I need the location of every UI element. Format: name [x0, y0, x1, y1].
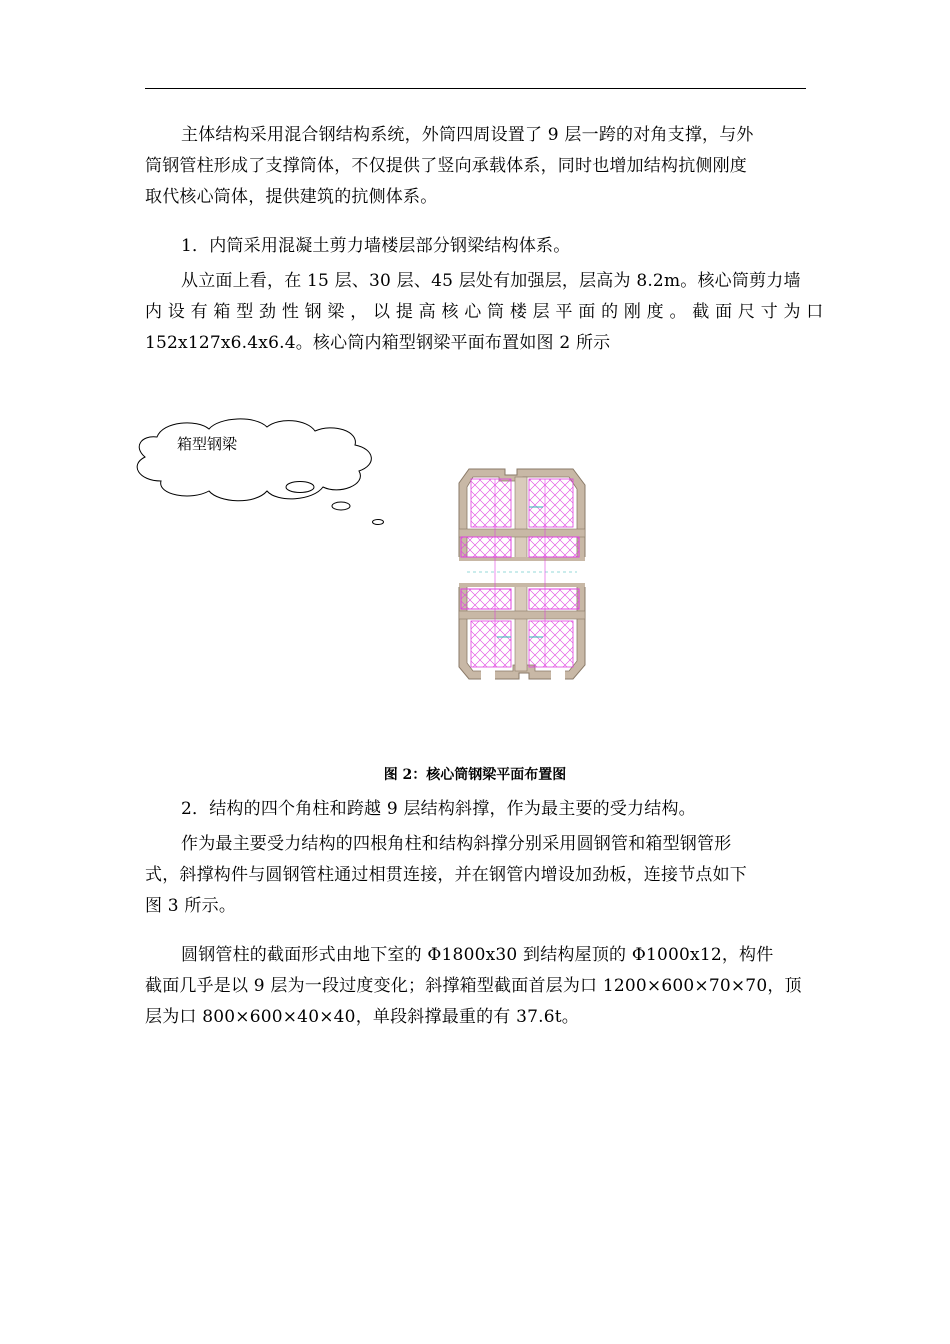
callout-label: 箱型钢梁 [177, 435, 238, 453]
paragraph-3-line-3: 152x127x6.4x6.4。核心筒内箱型钢梁平面布置如图 2 所示 [145, 333, 611, 353]
paragraph-1 [145, 120, 806, 213]
steel-beam-zone-top-left [471, 479, 511, 527]
paragraph-6-line-3: 层为口 800×600×40×40，单段斜撑最重的有 37.6t。 [145, 1007, 579, 1027]
opening-right [575, 557, 590, 587]
paragraph-6-line-1: 圆钢管柱的截面形式由地下室的 Φ1800x30 到结构屋顶的 Φ1000x12，构件 [181, 945, 774, 965]
paragraph-5 [145, 829, 806, 922]
door-gap-bottom-left [481, 667, 495, 681]
steel-beam-zone-top-right [529, 479, 573, 527]
box-steel-beam-upper-right [529, 537, 579, 557]
callout-cloud [127, 415, 397, 535]
paragraph-2 [145, 231, 806, 262]
core-wall-band-upper [459, 529, 585, 537]
cloud-shape [127, 415, 397, 535]
paragraph-1-line-3: 取代核心筒体，提供建筑的抗侧体系。 [145, 187, 438, 207]
callout-bubble-small [373, 520, 384, 525]
core-tube-plan [455, 465, 590, 685]
steel-beam-zone-bottom-right [529, 621, 573, 667]
paragraph-1-line-2: 筒钢管柱形成了支撑筒体，不仅提供了竖向承载体系，同时也增加结构抗侧刚度 [145, 156, 747, 176]
box-steel-beam-lower-right [529, 589, 579, 609]
header-rule [145, 88, 806, 89]
door-gap-bottom-right [551, 667, 565, 681]
callout-bubble-large [286, 482, 314, 493]
figure-caption: 图 2：核心筒钢梁平面布置图 [383, 767, 567, 783]
paragraph-2-line-1: 1．内筒采用混凝土剪力墙楼层部分钢梁结构体系。 [181, 236, 571, 256]
paragraph-6 [145, 940, 806, 1033]
paragraph-4-line-1: 2．结构的四个角柱和跨越 9 层结构斜撑，作为最主要的受力结构。 [181, 799, 696, 819]
paragraph-4 [145, 794, 806, 825]
callout-bubble-medium [332, 502, 350, 510]
box-steel-beam-lower-left [461, 589, 511, 609]
paragraph-3 [145, 266, 824, 359]
box-steel-beam-upper-left [461, 537, 511, 557]
steel-beam-zone-bottom-left [471, 621, 511, 667]
paragraph-6-line-2: 截面几乎是以 9 层为一段过度变化；斜撑箱型截面首层为口 1200×600×70×70，顶 [145, 976, 802, 996]
paragraph-5-line-1: 作为最主要受力结构的四根角柱和结构斜撑分别采用圆钢管和箱型钢管形 [181, 834, 732, 854]
core-wall-band-lower [459, 611, 585, 619]
paragraph-5-line-3: 图 3 所示。 [145, 896, 237, 916]
paragraph-5-line-2: 式，斜撑构件与圆钢管柱通过相贯连接，并在钢管内增设加劲板，连接节点如下 [145, 865, 747, 885]
paragraph-3-line-1: 从立面上看，在 15 层、30 层、45 层处有加强层，层高为 8.2m。核心筒剪力墙 [181, 271, 801, 291]
opening-left [455, 557, 469, 587]
paragraph-1-line-1: 主体结构采用混合钢结构系统，外筒四周设置了 9 层一跨的对角支撑，与外 [181, 125, 754, 145]
paragraph-3-line-2: 内 设 有 箱 型 劲 性 钢 梁 ， 以 提 高 核 心 筒 楼 层 平 面 的 刚 度 。 截 面 尺 寸 为 口 [145, 302, 824, 322]
